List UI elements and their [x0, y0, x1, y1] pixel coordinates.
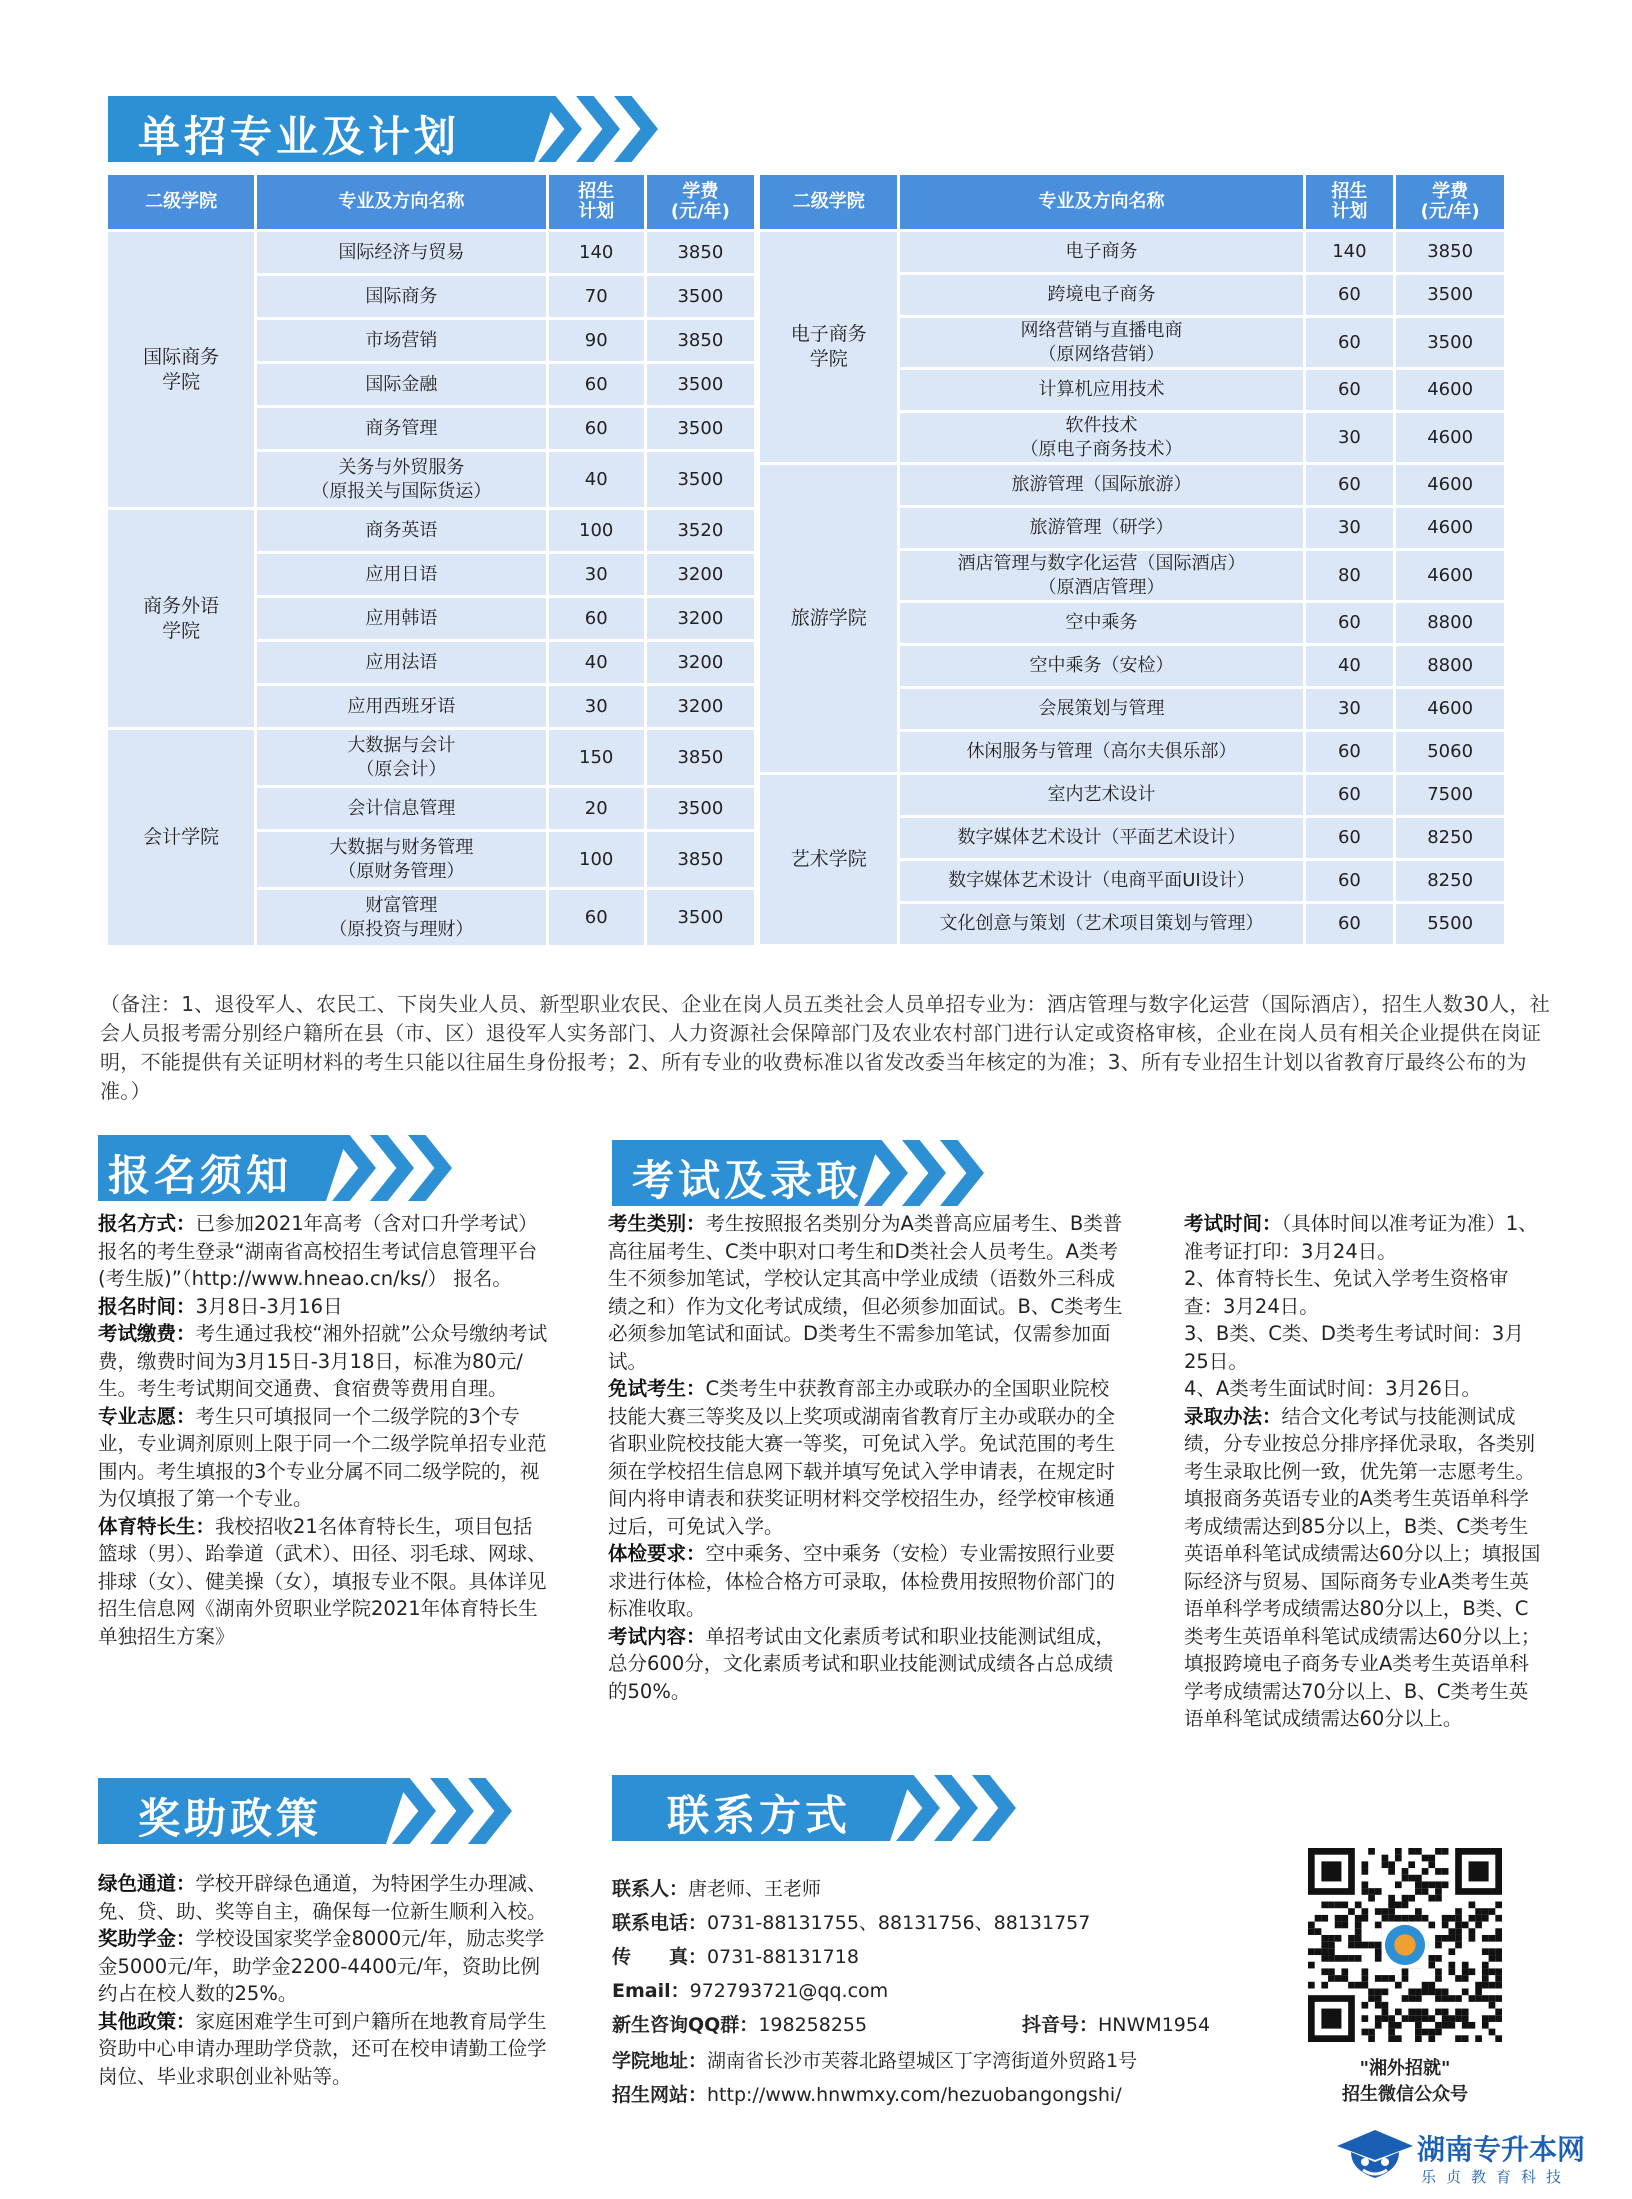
plan-cell: 40	[549, 642, 644, 683]
fee-cell: 5500	[1396, 904, 1504, 944]
contact-fax: 0731-88131718	[707, 1946, 859, 1968]
para-label: 体育特长生：	[98, 1514, 216, 1538]
fee-cell: 3500	[647, 364, 754, 405]
contact-web[interactable]: http://www.hnwmxy.com/hezuobangongshi/	[707, 2084, 1122, 2106]
fee-cell: 3200	[647, 554, 754, 595]
plan-cell: 80	[1306, 551, 1394, 600]
register-content	[98, 1210, 548, 1650]
plan-cell: 30	[1306, 689, 1394, 729]
major-cell: 酒店管理与数字化运营（国际酒店） （原酒店管理）	[900, 551, 1302, 600]
header-major: 专业及方向名称	[900, 175, 1302, 229]
plan-cell: 150	[549, 730, 644, 785]
major-cell: 空中乘务	[900, 603, 1302, 643]
plan-cell: 60	[1306, 318, 1394, 367]
para-label: 专业志愿：	[98, 1404, 196, 1428]
plan-note: （备注：1、退役军人、农民工、下岗失业人员、新型职业农民、企业在岗人员五类社会人员单招专业为：酒店管理与数字化运营（国际酒店），招生人数30人，社会人员报考需分别经户籍所在县（市、区）退役军人实务部门、人力资源社会保障部门及农业农村部门进行认定或资格审核，企业在岗人员有相关企业提供在岗证明，不能提供有关证明材料的考生只能以往届生身份报考；2、所有专业的收费标准以省发改委当年核定的为准；3、所有专业招生计划以省教育厅最终公布的为准。）	[100, 992, 1551, 1103]
qr-code-image	[1308, 1848, 1502, 2042]
para-text: 考生只可填报同一个二级学院的3个专业，专业调剂原则上限于同一个二级学院单招专业范围内。考生填报的3个专业分属不同二级学院的，视为仅填报了第一个专业。	[98, 1404, 547, 1510]
header-fee: 学费 (元/年)	[1396, 175, 1504, 229]
table-row	[760, 232, 1504, 272]
fee-cell: 3850	[647, 832, 754, 887]
college-cell: 会计学院	[108, 730, 254, 945]
para-label: 绿色通道：	[98, 1872, 196, 1895]
plan-cell: 40	[549, 452, 644, 507]
fee-cell: 8800	[1396, 646, 1504, 686]
plan-cell: 140	[549, 232, 644, 273]
fee-cell: 3200	[647, 598, 754, 639]
exam-content	[608, 1210, 1128, 1705]
fee-cell: 3850	[647, 730, 754, 785]
major-cell: 文化创意与策划（艺术项目策划与管理）	[900, 904, 1302, 944]
para-text: 学校设国家奖学金8000元/年，励志奖学金5000元/年，助学金2200-4400元/年，资助比例约占在校人数的25%。	[98, 1927, 545, 2005]
para-text: 3月8日-3月16日	[195, 1294, 343, 1318]
fee-cell: 7500	[1396, 775, 1504, 815]
exam-banner	[612, 1140, 992, 1206]
fee-cell: 8250	[1396, 818, 1504, 858]
plan-cell: 20	[549, 788, 644, 829]
contact-web-label: 招生网站：	[612, 2084, 708, 2106]
para-label: 报名方式：	[98, 1212, 196, 1235]
fee-cell: 3500	[1396, 275, 1504, 315]
header-major: 专业及方向名称	[257, 175, 545, 229]
contact-title: 联系方式	[667, 1791, 852, 1840]
contact-fax-label: 传 真：	[612, 1946, 708, 1968]
major-cell: 国际金融	[257, 364, 545, 405]
major-cell: 国际商务	[257, 276, 545, 317]
college-cell: 电子商务 学院	[760, 232, 897, 462]
major-cell: 计算机应用技术	[900, 370, 1302, 410]
table-row	[108, 510, 754, 551]
plan-cell: 60	[549, 408, 644, 449]
major-cell: 空中乘务（安检）	[900, 646, 1302, 686]
header-college: 二级学院	[760, 175, 897, 229]
plan-cell: 30	[1306, 508, 1394, 548]
plan-cell: 140	[1306, 232, 1394, 272]
major-cell: 数字媒体艺术设计（电商平面UI设计）	[900, 861, 1302, 901]
plan-table-right	[757, 172, 1507, 947]
para-text: 家庭困难学生可到户籍所在地教育局学生资助中心申请办理助学贷款，还可在校申请勤工俭学岗位、毕业求职创业补贴等。	[98, 2009, 547, 2088]
table-row	[108, 730, 754, 785]
major-cell: 软件技术 （原电子商务技术）	[900, 413, 1302, 462]
fee-cell: 8250	[1396, 861, 1504, 901]
major-cell: 财富管理 （原投资与理财）	[257, 890, 545, 945]
fee-cell: 5060	[1396, 732, 1504, 772]
fee-cell: 4600	[1396, 551, 1504, 600]
header-plan: 招生 计划	[549, 175, 644, 229]
aid-banner	[98, 1778, 548, 1844]
table-row	[760, 465, 1504, 505]
fee-cell: 3500	[647, 452, 754, 507]
register-banner	[98, 1135, 478, 1201]
aid-content	[98, 1870, 548, 2090]
contact-douyin-label: 抖音号：	[1022, 2014, 1099, 2036]
exam-time-item: 4、A类考生面试时间：3月26日。	[1184, 1377, 1481, 1400]
para-text: 单招考试由文化素质考试和职业技能测试组成，总分600分，文化素质考试和职业技能测试成绩各占总成绩的50%。	[608, 1624, 1116, 1703]
fee-cell: 3850	[1396, 232, 1504, 272]
exam-time-content	[1184, 1210, 1544, 1733]
contact-address: 湖南省长沙市芙蓉北路望城区丁字湾街道外贸路1号	[707, 2050, 1138, 2072]
major-cell: 商务英语	[257, 510, 545, 551]
major-cell: 休闲服务与管理（高尔夫俱乐部）	[900, 732, 1302, 772]
contact-douyin: HNWM1954	[1098, 2014, 1211, 2036]
table-row	[760, 775, 1504, 815]
plan-cell: 60	[1306, 861, 1394, 901]
admission-text: 结合文化考试与技能测试成绩，分专业按总分排序择优录取，各类别考生录取比例一致，优先第一志愿考生。填报商务英语专业的A类考生英语单科学考成绩需达到85分以上，B类、C类考生英语单科笔试成绩需达60分以上；填报国际经济与贸易、国际商务专业A类考生英语单科学考成绩需达80分以上，B类、C类考生英语单科笔试成绩需达60分以上；填报跨境电子商务专业A类考生英语单科学考成绩需达70分以上、B、C类考生英语单科笔试成绩需达60分以上。	[1184, 1404, 1541, 1730]
plan-cell: 60	[1306, 775, 1394, 815]
para-text: 考生按照报名类别分为A类普高应届考生、B类普高往届考生、C类中职对口考生和D类社会人员考生。A类考生不须参加笔试，学校认定其高中学业成绩（语数外三科成绩之和）作为文化考试成绩，但必须参加面试。B、C类考生必须参加笔试和面试。D类考生不需参加笔试，仅需参加面试。	[608, 1212, 1123, 1373]
major-cell: 旅游管理（研学）	[900, 508, 1302, 548]
site-logo	[1335, 2122, 1615, 2192]
exam-time-intro: （具体时间以准考证为准）1、准考证打印：3月24日。	[1184, 1212, 1538, 1263]
fee-cell: 3520	[647, 510, 754, 551]
college-cell: 艺术学院	[760, 775, 897, 944]
exam-time-item: 3、B类、C类、D类考生考试时间：3月25日。	[1184, 1322, 1524, 1373]
plan-banner	[108, 96, 688, 162]
plan-cell: 60	[1306, 275, 1394, 315]
admission-label: 录取办法：	[1184, 1404, 1282, 1428]
fee-cell: 3500	[647, 276, 754, 317]
major-cell: 大数据与财务管理 （原财务管理）	[257, 832, 545, 887]
major-cell: 商务管理	[257, 408, 545, 449]
logo-name: 湖南专升本网	[1417, 2133, 1586, 2166]
qr-caption-1: "湘外招就"	[1359, 2058, 1451, 2079]
header-college: 二级学院	[108, 175, 254, 229]
major-cell: 应用韩语	[257, 598, 545, 639]
para-label: 其他政策：	[98, 2009, 196, 2033]
exam-time-item: 2、体育特长生、免试入学考生资格审查：3月24日。	[1184, 1267, 1509, 1318]
major-cell: 应用西班牙语	[257, 686, 545, 727]
contact-email-label: Email：	[612, 1980, 690, 2002]
major-cell: 应用法语	[257, 642, 545, 683]
fee-cell: 3850	[647, 232, 754, 273]
plan-cell: 40	[1306, 646, 1394, 686]
contact-email[interactable]: 972793721@qq.com	[689, 1980, 889, 2002]
major-cell: 关务与外贸服务 （原报关与国际货运）	[257, 452, 545, 507]
contact-person-label: 联系人：	[612, 1878, 689, 1900]
plan-cell: 60	[1306, 818, 1394, 858]
major-cell: 应用日语	[257, 554, 545, 595]
plan-cell: 100	[549, 832, 644, 887]
college-cell: 旅游学院	[760, 465, 897, 772]
fee-cell: 4600	[1396, 465, 1504, 505]
major-cell: 国际经济与贸易	[257, 232, 545, 273]
graduation-cap-icon	[1335, 2122, 1415, 2192]
fee-cell: 3500	[1396, 318, 1504, 367]
contact-person: 唐老师、王老师	[688, 1878, 822, 1900]
header-plan: 招生 计划	[1306, 175, 1394, 229]
aid-title: 奖助政策	[138, 1794, 323, 1843]
contact-phone: 0731-88131755、88131756、88131757	[707, 1912, 1091, 1934]
plan-cell: 30	[549, 686, 644, 727]
logo-slogan: 乐贞教育科技	[1421, 2168, 1572, 2186]
para-text: 学校开辟绿色通道，为特困学生办理减、免、贷、助、奖等自主，确保每一位新生顺利入校。	[98, 1872, 547, 1923]
contact-address-label: 学院地址：	[612, 2050, 708, 2072]
plan-cell: 70	[549, 276, 644, 317]
major-cell: 网络营销与直播电商 （原网络营销）	[900, 318, 1302, 367]
college-cell: 国际商务 学院	[108, 232, 254, 507]
fee-cell: 8800	[1396, 603, 1504, 643]
fee-cell: 3200	[647, 686, 754, 727]
plan-cell: 30	[549, 554, 644, 595]
plan-title: 单招专业及计划	[138, 112, 461, 161]
para-text: 考生通过我校“湘外招就”公众号缴纳考试费，缴费时间为3月15日-3月18日，标准为80元/生。考生考试期间交通费、食宿费等费用自理。	[98, 1322, 548, 1400]
exam-time-label: 考试时间：	[1184, 1212, 1282, 1235]
fee-cell: 4600	[1396, 370, 1504, 410]
plan-cell: 60	[1306, 904, 1394, 944]
para-label: 免试考生：	[608, 1377, 706, 1400]
plan-cell: 60	[1306, 603, 1394, 643]
para-label: 考生类别：	[608, 1212, 706, 1235]
table-row	[108, 232, 754, 273]
plan-cell: 60	[1306, 370, 1394, 410]
major-cell: 数字媒体艺术设计（平面艺术设计）	[900, 818, 1302, 858]
contact-qq-label: 新生咨询QQ群：	[612, 2014, 759, 2036]
fee-cell: 3500	[647, 408, 754, 449]
major-cell: 室内艺术设计	[900, 775, 1302, 815]
plan-cell: 60	[549, 890, 644, 945]
plan-cell: 60	[549, 598, 644, 639]
plan-cell: 100	[549, 510, 644, 551]
major-cell: 市场营销	[257, 320, 545, 361]
major-cell: 跨境电子商务	[900, 275, 1302, 315]
fee-cell: 4600	[1396, 689, 1504, 729]
major-cell: 电子商务	[900, 232, 1302, 272]
exam-title: 考试及录取	[632, 1156, 863, 1205]
major-cell: 会计信息管理	[257, 788, 545, 829]
major-cell: 会展策划与管理	[900, 689, 1302, 729]
fee-cell: 3500	[647, 890, 754, 945]
para-text: 我校招收21名体育特长生，项目包括篮球（男）、跆拳道（武术）、田径、羽毛球、网球、排球（女）、健美操（女），填报专业不限。具体详见招生信息网《湖南外贸职业学院2021年体育特长生单独招生方案》	[98, 1514, 547, 1648]
para-text: 空中乘务、空中乘务（安检）专业需按照行业要求进行体检，体检合格方可录取，体检费用按照物价部门的标准收取。	[608, 1542, 1116, 1620]
qr-caption-2: 招生微信公众号	[1342, 2084, 1468, 2105]
fee-cell: 3200	[647, 642, 754, 683]
college-cell: 商务外语 学院	[108, 510, 254, 727]
contact-phone-label: 联系电话：	[612, 1912, 708, 1934]
para-label: 体检要求：	[608, 1542, 706, 1565]
fee-cell: 4600	[1396, 413, 1504, 462]
para-label: 考试内容：	[608, 1624, 706, 1648]
plan-cell: 30	[1306, 413, 1394, 462]
header-fee: 学费 (元/年)	[647, 175, 754, 229]
contact-banner	[612, 1775, 1012, 1841]
major-cell: 大数据与会计 （原会计）	[257, 730, 545, 785]
fee-cell: 4600	[1396, 508, 1504, 548]
para-label: 考试缴费：	[98, 1322, 196, 1345]
para-text: C类考生中获教育部主办或联办的全国职业院校技能大赛三等奖及以上奖项或湖南省教育厅主办或联办的全省职业院校技能大赛一等奖，可免试入学。免试范围的考生须在学校招生信息网下载并填写免试入学申请表，在规定时间内将申请表和获奖证明材料交学校招生办，经学校审核通过后，可免试入学。	[608, 1377, 1116, 1538]
plan-cell: 60	[549, 364, 644, 405]
para-label: 报名时间：	[98, 1294, 196, 1318]
plan-cell: 60	[1306, 732, 1394, 772]
major-cell: 旅游管理（国际旅游）	[900, 465, 1302, 505]
para-label: 奖助学金：	[98, 1927, 196, 1950]
plan-table-left	[105, 172, 757, 948]
contact-qq: 198258255	[758, 2014, 868, 2036]
register-title: 报名须知	[108, 1151, 293, 1200]
fee-cell: 3850	[647, 320, 754, 361]
plan-cell: 90	[549, 320, 644, 361]
plan-cell: 60	[1306, 465, 1394, 505]
fee-cell: 3500	[647, 788, 754, 829]
para-text: 已参加2021年高考（含对口升学考试）报名的考生登录“湖南省高校招生考试信息管理平台(考生版)”（http://www.hneao.cn/ks/） 报名。	[98, 1212, 538, 1290]
